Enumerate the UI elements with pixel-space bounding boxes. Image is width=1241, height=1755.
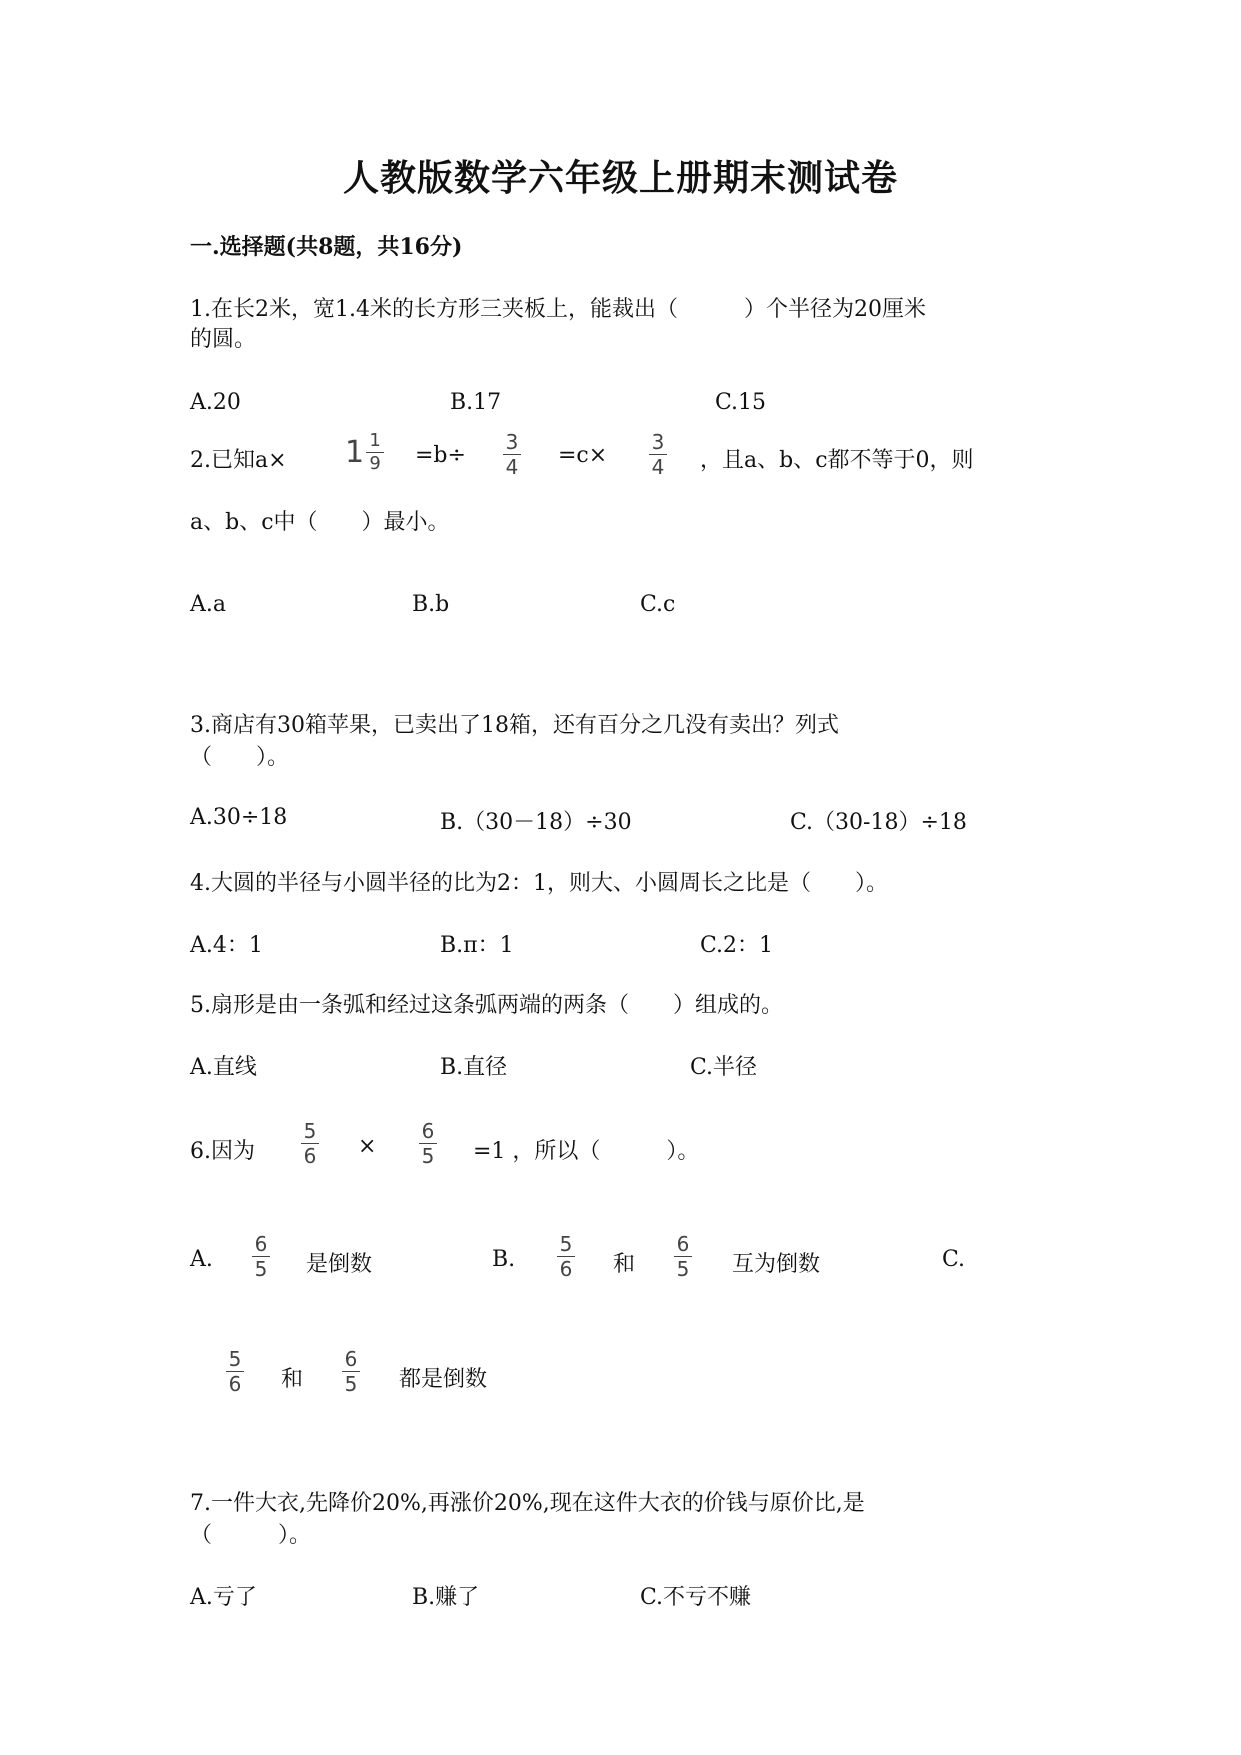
- q2-f2-numerator: 3: [651, 430, 665, 454]
- section-heading: 一.选择题(共8题，共16分): [190, 234, 463, 260]
- q4-option-b: B.π：1: [440, 933, 514, 958]
- q6-option-b-and: 和: [613, 1252, 636, 1277]
- q6-option-c-fraction-1: [226, 1348, 244, 1395]
- q6-option-c-text: 都是倒数: [399, 1367, 488, 1392]
- q5-option-c: C.半径: [690, 1055, 758, 1080]
- q6-option-c-and: 和: [281, 1367, 304, 1392]
- q6-times: ×: [358, 1134, 377, 1159]
- q2-f2-denominator: 4: [651, 455, 665, 479]
- q2-mixed-fraction: [366, 431, 384, 474]
- q2-option-a: A.a: [190, 592, 226, 617]
- q2-prefix: 2.已知a×: [190, 448, 287, 473]
- page-title: 人教版数学六年级上册期末测试卷: [342, 157, 898, 199]
- q6-b-f1-numerator: 5: [559, 1232, 573, 1256]
- q3-option-b: B.（30－18）÷30: [440, 810, 632, 835]
- q6-option-a-text: 是倒数: [306, 1252, 373, 1277]
- q7-text-line1: 7.一件大衣,先降价20%,再涨价20%,现在这件大衣的价钱与原价比,是: [190, 1491, 865, 1516]
- q2-eq-b: =b÷: [415, 443, 466, 468]
- q3-option-c: C.（30-18）÷18: [790, 810, 967, 835]
- q6-c-f1-numerator: 5: [228, 1347, 242, 1371]
- q6-option-b-text: 互为倒数: [732, 1252, 821, 1277]
- q1-text-line2: 的圆。: [190, 327, 257, 352]
- q5-option-a: A.直线: [190, 1055, 257, 1080]
- q6-fraction-1: [301, 1120, 319, 1167]
- q6-option-a-fraction: [252, 1233, 270, 1280]
- q6-prefix: 6.因为: [190, 1139, 255, 1164]
- q2-fraction-1: [503, 431, 521, 478]
- q6-c-f2-denominator: 5: [344, 1372, 358, 1396]
- q4-text-line1: 4.大圆的半径与小圆半径的比为2：1，则大、小圆周长之比是（ ）。: [190, 871, 888, 896]
- q6-option-b-fraction-1: [557, 1233, 575, 1280]
- q2-eq-c: =c×: [558, 443, 608, 468]
- q5-option-b: B.直径: [440, 1055, 508, 1080]
- q2-mixed-numerator: 1: [369, 430, 381, 451]
- q6-a-numerator: 6: [254, 1232, 268, 1256]
- q1-text-line1: 1.在长2米，宽1.4米的长方形三夹板上，能裁出（ ）个半径为20厘米: [190, 297, 926, 322]
- q6-option-b-fraction-2: [674, 1233, 692, 1280]
- q3-text-line1: 3.商店有30箱苹果，已卖出了18箱，还有百分之几没有卖出？列式: [190, 713, 839, 738]
- q7-option-b: B.赚了: [412, 1585, 480, 1610]
- q2-f1-numerator: 3: [505, 430, 519, 454]
- q3-text-line2: （ ）。: [190, 745, 290, 770]
- q6-f1-denominator: 6: [303, 1144, 317, 1168]
- q6-option-a-label: A.: [190, 1247, 213, 1272]
- q2-f1-denominator: 4: [505, 455, 519, 479]
- q6-c-f1-denominator: 6: [228, 1372, 242, 1396]
- q6-f1-numerator: 5: [303, 1119, 317, 1143]
- q6-b-f2-numerator: 6: [676, 1232, 690, 1256]
- q2-mixed-number: [345, 431, 384, 474]
- q5-text-line1: 5.扇形是由一条弧和经过这条弧两端的两条（ ）组成的。: [190, 993, 783, 1018]
- q6-a-denominator: 5: [254, 1257, 268, 1281]
- q7-option-c: C.不亏不赚: [640, 1585, 752, 1610]
- q6-option-c-label: C.: [942, 1247, 966, 1272]
- q6-fraction-2: [419, 1120, 437, 1167]
- q6-b-f1-denominator: 6: [559, 1257, 573, 1281]
- q4-option-a: A.4：1: [190, 933, 263, 958]
- q1-option-c: C.15: [715, 390, 767, 415]
- q6-suffix: =1 ，所以（ ）。: [473, 1139, 700, 1164]
- q4-option-c: C.2：1: [700, 933, 774, 958]
- q6-f2-numerator: 6: [421, 1119, 435, 1143]
- q3-option-a: A.30÷18: [190, 805, 288, 830]
- q6-b-f2-denominator: 5: [676, 1257, 690, 1281]
- q7-text-line2: （ ）。: [190, 1523, 312, 1548]
- q7-option-a: A.亏了: [190, 1585, 257, 1610]
- q2-mixed-whole: 1: [345, 435, 365, 470]
- q2-option-c: C.c: [640, 592, 676, 617]
- q2-mixed-denominator: 9: [369, 453, 381, 474]
- q6-option-c-fraction-2: [342, 1348, 360, 1395]
- q2-option-b: B.b: [412, 592, 450, 617]
- q2-fraction-2: [649, 431, 667, 478]
- q6-c-f2-numerator: 6: [344, 1347, 358, 1371]
- q1-option-b: B.17: [450, 390, 502, 415]
- q1-option-a: A.20: [190, 390, 241, 415]
- q6-option-b-label: B.: [492, 1247, 516, 1272]
- q2-text-line2: a、b、c中（ ）最小。: [190, 510, 450, 535]
- q6-f2-denominator: 5: [421, 1144, 435, 1168]
- q2-suffix: ，且a、b、c都不等于0，则: [700, 448, 974, 473]
